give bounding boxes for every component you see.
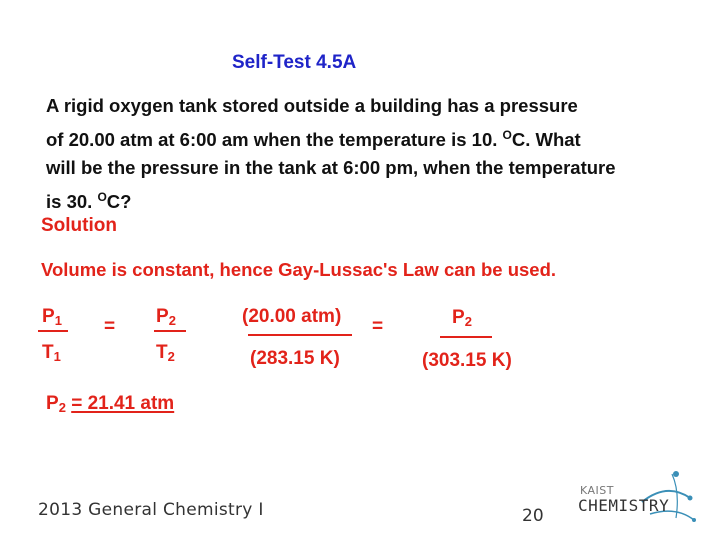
fraction-bar-1 — [38, 330, 68, 332]
equation-p2: $P_2$ — [156, 306, 176, 328]
problem-line-3: will be the pressure in the tank at 6:00 pm, when the temperature — [46, 157, 616, 178]
logo-kaist-text: KAIST — [580, 484, 614, 497]
problem-line-4: is 30. $^O$C? — [46, 189, 132, 212]
equation-t2: $T_2$ — [156, 342, 175, 364]
fraction-bar-4 — [440, 336, 492, 338]
equation-result: $P_2 = 21.41$ atm — [46, 393, 175, 415]
equation-t1: $T_1$ — [42, 342, 61, 364]
fraction-bar-3 — [248, 334, 352, 336]
equals-sign-1: = — [104, 316, 116, 337]
kaist-chemistry-logo — [572, 462, 702, 532]
logo-chemistry-text: CHEMISTRY — [578, 496, 670, 515]
problem-line-2: of 20.00 atm at 6:00 am when the temperature is 10. $^O$C. What — [46, 127, 581, 150]
fraction-bar-2 — [154, 330, 186, 332]
problem-statement — [46, 92, 711, 216]
equation-p1: $P_1$ — [42, 306, 62, 328]
slide-title: Self-Test 4.5A — [232, 52, 357, 73]
solution-statement: Volume is constant, hence Gay-Lussac's Law can be used. — [41, 259, 557, 280]
solution-heading: Solution — [41, 215, 117, 236]
page-number: 20 — [522, 506, 544, 526]
course-footer: 2013 General Chemistry I — [38, 500, 264, 520]
equation-t2-value: (303.15 K) — [422, 350, 512, 371]
equation-t1-value: (283.15 K) — [250, 348, 340, 369]
equation-p1-value: (20.00 atm) — [242, 306, 342, 327]
equation-p2-numerator: $P_2$ — [452, 307, 472, 329]
problem-line-1: A rigid oxygen tank stored outside a building has a pressure — [46, 95, 578, 116]
equals-sign-2: = — [372, 316, 384, 337]
